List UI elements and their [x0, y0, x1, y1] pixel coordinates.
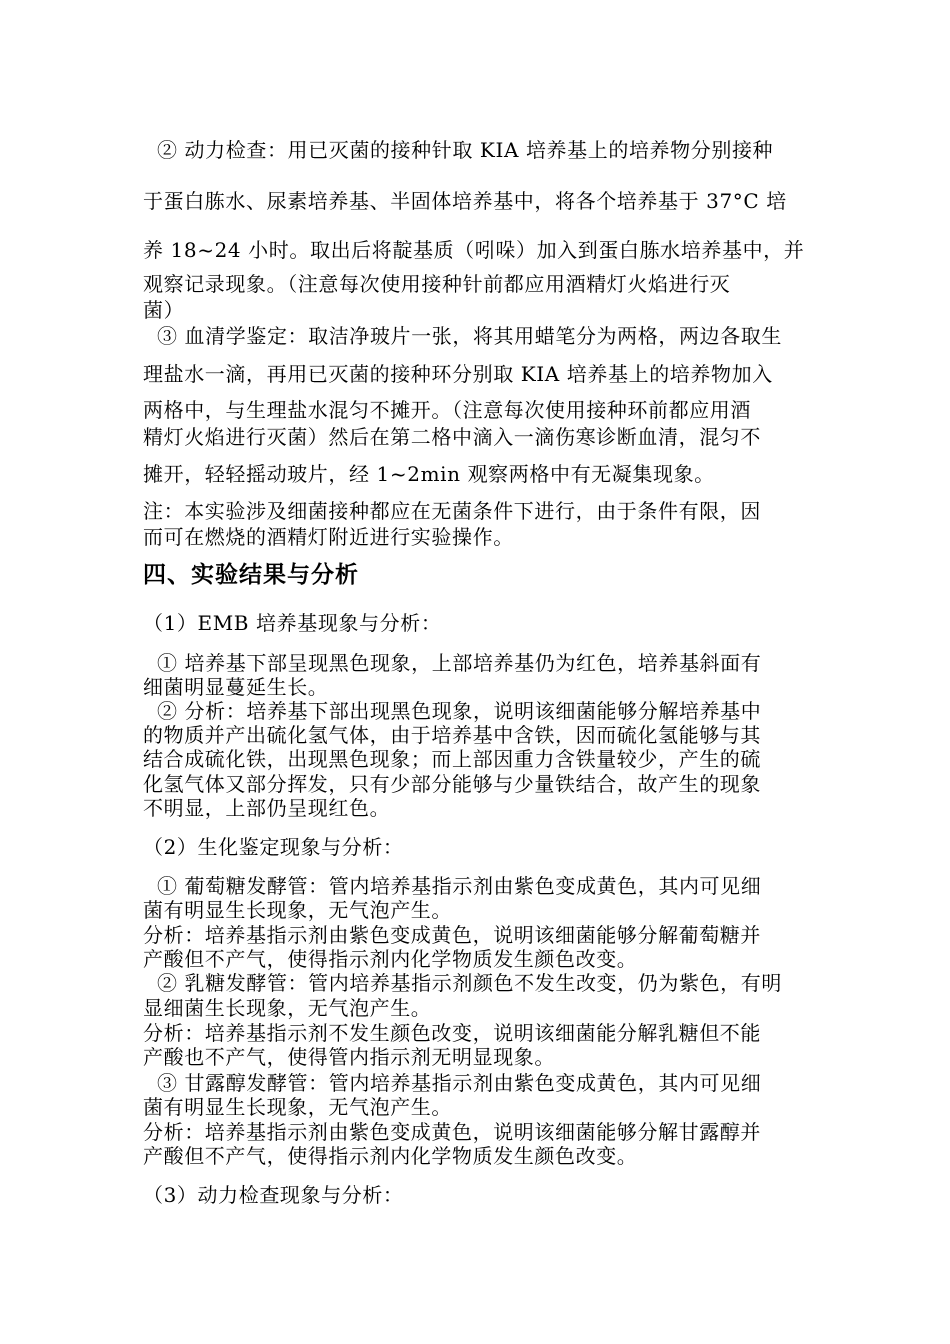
paragraph-line: ① 培养基下部呈现黑色现象，上部培养基仍为红色，培养基斜面有	[157, 651, 762, 675]
paragraph-line: 养 18~24 小时。取出后将靛基质（吲哚）加入到蛋白胨水培养基中，并	[143, 238, 805, 262]
paragraph-line: 产酸也不产气，使得管内指示剂无明显现象。	[143, 1045, 555, 1069]
paragraph-line: 的物质并产出硫化氢气体，由于培养基中含铁，因而硫化氢能够与其	[143, 723, 761, 747]
paragraph-line: ② 乳糖发酵管：管内培养基指示剂颜色不发生改变，仍为紫色，有明	[157, 971, 782, 995]
paragraph-line: 摊开，轻轻摇动玻片，经 1~2min 观察两格中有无凝集现象。	[143, 462, 715, 486]
paragraph-line: 产酸但不产气，使得指示剂内化学物质发生颜色改变。	[143, 1144, 638, 1168]
subsection-heading: （1）EMB 培养基现象与分析：	[143, 611, 442, 635]
paragraph-line: 观察记录现象。（注意每次使用接种针前都应用酒精灯火焰进行灭	[143, 272, 731, 296]
paragraph-line: ③ 血清学鉴定：取洁净玻片一张，将其用蜡笔分为两格，两边各取生	[157, 324, 782, 348]
paragraph-line: 理盐水一滴，再用已灭菌的接种环分别取 KIA 培养基上的培养物加入	[143, 362, 773, 386]
paragraph-line: 不明显，上部仍呈现红色。	[143, 796, 391, 820]
paragraph-line: 菌）	[143, 298, 185, 322]
paragraph-line: ③ 甘露醇发酵管：管内培养基指示剂由紫色变成黄色，其内可见细	[157, 1071, 762, 1095]
paragraph-line: ② 分析：培养基下部出现黑色现象，说明该细菌能够分解培养基中	[157, 699, 762, 723]
paragraph-line: 菌有明显生长现象，无气泡产生。	[143, 898, 452, 922]
paragraph-line: 化氢气体又部分挥发，只有少部分能够与少量铁结合，故产生的现象	[143, 772, 761, 796]
paragraph-line: 产酸但不产气，使得指示剂内化学物质发生颜色改变。	[143, 947, 638, 971]
paragraph-line: 分析：培养基指示剂由紫色变成黄色，说明该细菌能够分解甘露醇并	[143, 1120, 761, 1144]
paragraph-line: 两格中，与生理盐水混匀不摊开。（注意每次使用接种环前都应用酒	[143, 398, 751, 422]
document-page	[143, 0, 809, 1344]
paragraph-line: 细菌明显蔓延生长。	[143, 675, 329, 699]
subsection-heading: （3）动力检查现象与分析：	[143, 1183, 404, 1207]
paragraph-line: 精灯火焰进行灭菌）然后在第二格中滴入一滴伤寒诊断血清，混匀不	[143, 425, 761, 449]
paragraph-line: ② 动力检查：用已灭菌的接种针取 KIA 培养基上的培养物分别接种	[157, 138, 774, 162]
note-line: 而可在燃烧的酒精灯附近进行实验操作。	[143, 525, 514, 549]
section-heading: 四、实验结果与分析	[143, 562, 359, 588]
paragraph-line: 分析：培养基指示剂由紫色变成黄色，说明该细菌能够分解葡萄糖并	[143, 923, 761, 947]
subsection-heading: （2）生化鉴定现象与分析：	[143, 835, 404, 859]
paragraph-line: 结合成硫化铁，出现黑色现象；而上部因重力含铁量较少，产生的硫	[143, 747, 761, 771]
paragraph-line: 于蛋白胨水、尿素培养基、半固体培养基中，将各个培养基于 37°C 培	[143, 189, 787, 213]
paragraph-line: 菌有明显生长现象，无气泡产生。	[143, 1095, 452, 1119]
paragraph-line: 分析：培养基指示剂不发生颜色改变，说明该细菌能分解乳糖但不能	[143, 1021, 761, 1045]
paragraph-line: 显细菌生长现象，无气泡产生。	[143, 996, 432, 1020]
paragraph-line: ① 葡萄糖发酵管：管内培养基指示剂由紫色变成黄色，其内可见细	[157, 874, 762, 898]
note-line: 注：本实验涉及细菌接种都应在无菌条件下进行，由于条件有限，因	[143, 499, 761, 523]
